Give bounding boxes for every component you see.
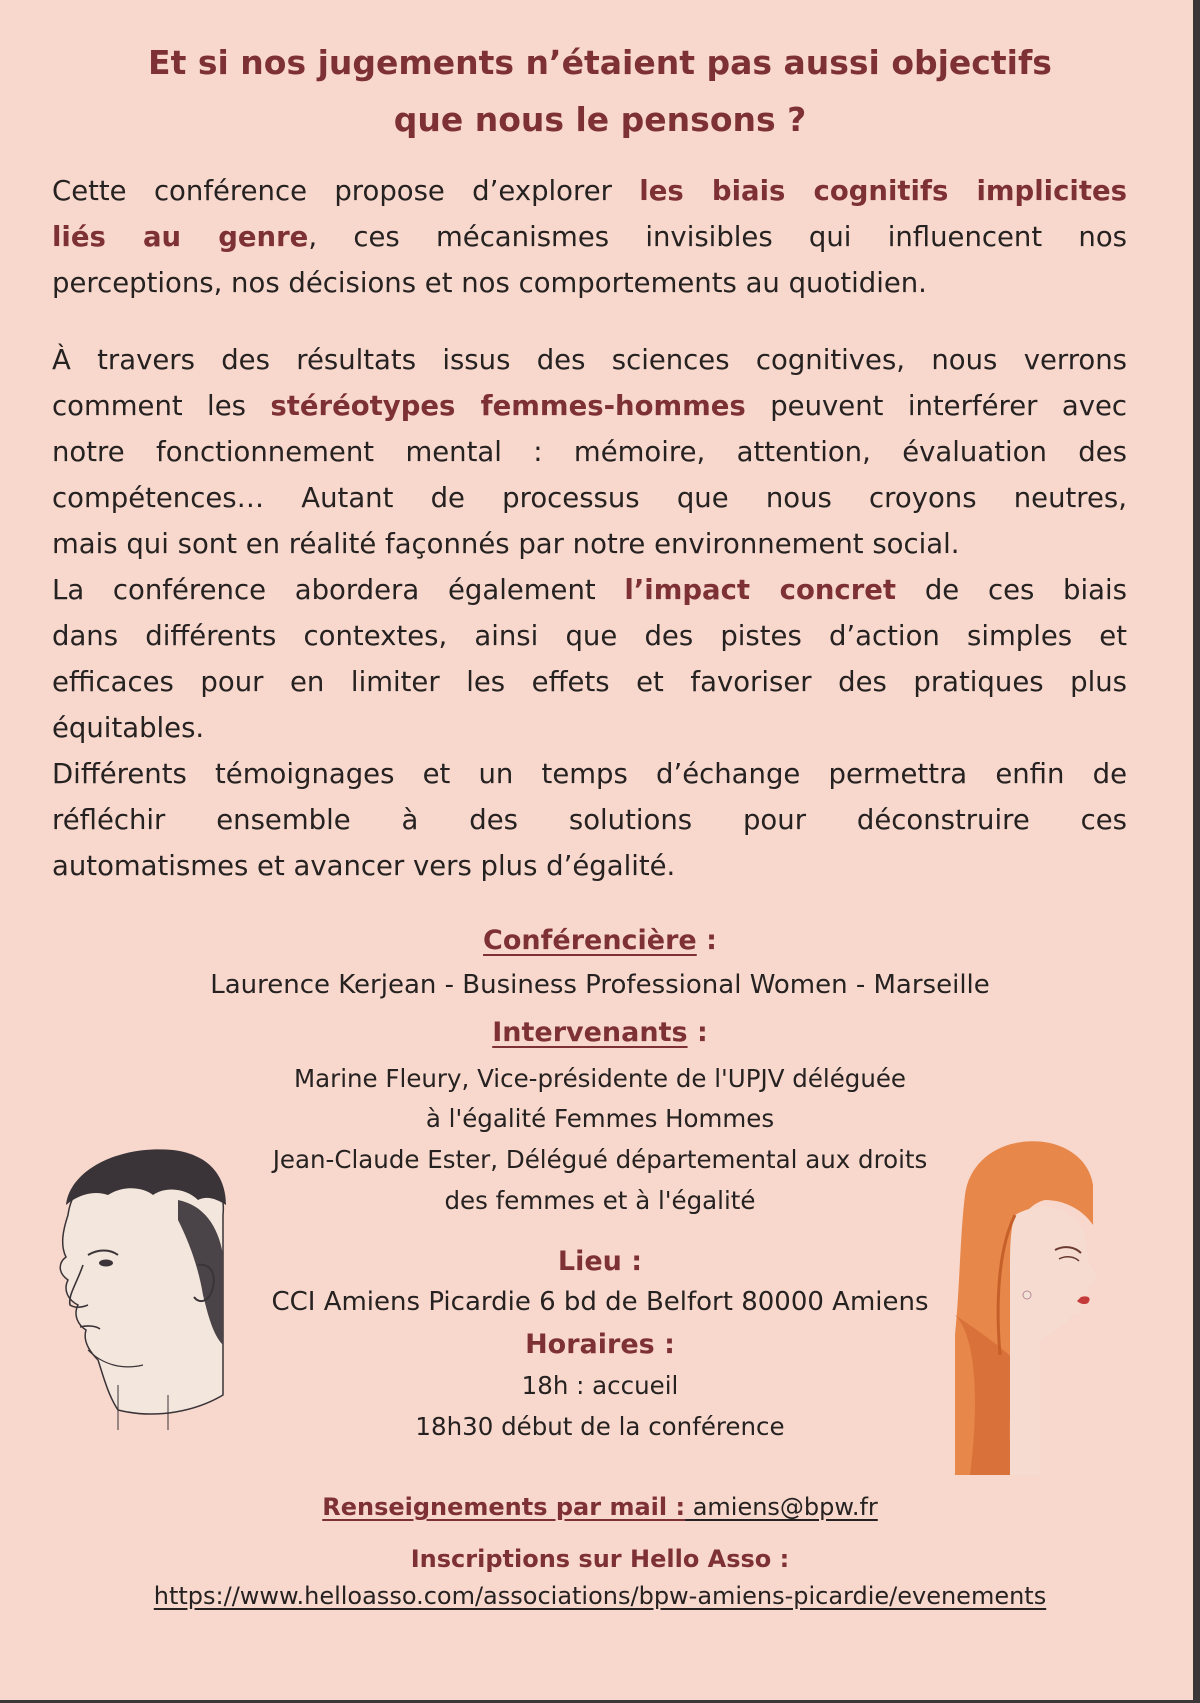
intro-line [52, 214, 1127, 260]
speaker-heading [0, 925, 1200, 956]
body-line [52, 567, 1127, 613]
text-run: comment les [52, 390, 271, 422]
woman-profile-illustration-icon [955, 1135, 1103, 1475]
text-run: , ces mécanismes invisibles qui influencent nos [308, 221, 1127, 253]
speakers-colon: : [687, 1017, 708, 1048]
speakers-label: Intervenants [492, 1017, 688, 1048]
body-line: efficaces pour en limiter les effets et favoriser des pratiques plus [52, 666, 1127, 698]
title-line-2: que nous le pensons ? [393, 100, 807, 139]
body-line: Différents témoignages et un temps d’échange permettra enfin de [52, 758, 1127, 790]
highlight-text: stéréotypes femmes-hommes [270, 390, 746, 422]
intro-paragraph [52, 168, 1127, 306]
speaker-line: Marine Fleury, Vice-présidente de l'UPJV déléguée [294, 1064, 906, 1093]
body-line [52, 383, 1127, 429]
page-title [60, 34, 1140, 148]
highlight-text: liés au genre [52, 221, 309, 253]
body-line: compétences… Autant de processus que nous croyons neutres, [52, 482, 1127, 514]
right-edge-border [1193, 0, 1200, 1703]
speakers-heading [0, 1017, 1200, 1048]
schedule-line: 18h : accueil [521, 1371, 679, 1400]
body-line: mais qui sont en réalité façonnés par notre environnement social. [52, 528, 960, 560]
body-paragraph [52, 337, 1127, 889]
body-line: notre fonctionnement mental : mémoire, attention, évaluation des [52, 436, 1127, 468]
text-run: La conférence abordera également [52, 574, 625, 606]
venue-heading: Lieu : [557, 1246, 643, 1277]
intro-line: perceptions, nos décisions et nos comportements au quotidien. [52, 267, 927, 299]
title-line-1: Et si nos jugements n’étaient pas aussi objectifs [148, 43, 1052, 82]
contact-label: Renseignements par mail : [322, 1493, 686, 1521]
registration-url-link[interactable]: https://www.helloasso.com/associations/bpw-amiens-picardie/evenements [153, 1582, 1047, 1610]
speaker-label: Conférencière [483, 925, 697, 956]
body-line: À travers des résultats issus des sciences cognitives, nous verrons [52, 344, 1127, 376]
speaker-name: Laurence Kerjean - Business Professional Women - Marseille [210, 970, 990, 1000]
body-line: équitables. [52, 712, 205, 744]
speaker-line: Jean-Claude Ester, Délégué départemental aux droits [272, 1145, 928, 1174]
intro-line [52, 168, 1127, 214]
speaker-colon: : [696, 925, 717, 956]
registration-heading: Inscriptions sur Hello Asso : [410, 1545, 790, 1573]
speaker-line: des femmes et à l'égalité [444, 1186, 756, 1215]
body-line: automatismes et avancer vers plus d’égalité. [52, 850, 676, 882]
contact-line [0, 1493, 1200, 1521]
venue-address: CCI Amiens Picardie 6 bd de Belfort 80000 Amiens [271, 1287, 929, 1317]
highlight-text: l’impact concret [624, 574, 897, 606]
body-line: réfléchir ensemble à des solutions pour déconstruire ces [52, 804, 1127, 836]
text-run: de ces biais [896, 574, 1127, 606]
schedule-heading: Horaires : [525, 1329, 675, 1360]
speaker-line: à l'égalité Femmes Hommes [425, 1104, 775, 1133]
schedule-line: 18h30 début de la conférence [415, 1412, 785, 1441]
man-profile-illustration-icon [48, 1145, 226, 1430]
text-run: peuvent interférer avec [745, 390, 1128, 422]
contact-email-link[interactable]: amiens@bpw.fr [685, 1493, 878, 1521]
body-line: dans différents contextes, ainsi que des pistes d’action simples et [52, 620, 1127, 652]
highlight-text: les biais cognitifs implicites [639, 175, 1127, 207]
text-run: Cette conférence propose d’explorer [52, 175, 640, 207]
